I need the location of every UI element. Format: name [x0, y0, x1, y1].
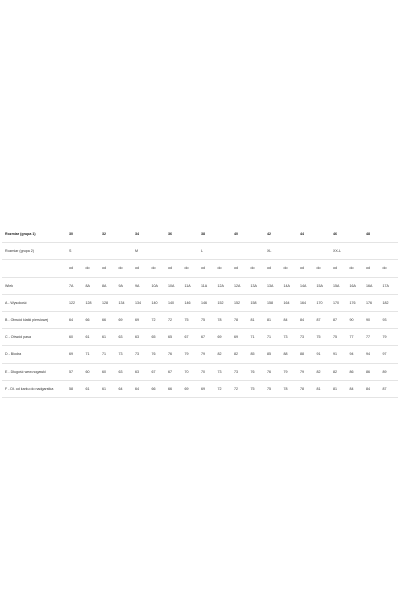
table-cell: do: [184, 260, 201, 277]
table-cell: 89: [382, 363, 399, 380]
table-cell: 72: [151, 311, 168, 328]
table-row: [2, 329, 398, 346]
table-cell: 75: [316, 329, 333, 346]
table-cell: 67: [151, 363, 168, 380]
table-cell: 71: [85, 346, 102, 363]
table-cell: 69: [134, 311, 151, 328]
table-cell: 75: [200, 311, 217, 328]
table-row: [2, 277, 398, 294]
table-cell: [349, 243, 366, 260]
table-cell: 69: [118, 311, 135, 328]
table-cell: 71: [250, 329, 267, 346]
table-cell: XL: [266, 243, 283, 260]
table-cell: 70: [200, 363, 217, 380]
table-cell: 67: [184, 329, 201, 346]
table-cell: [250, 243, 267, 260]
table-cell: 152: [233, 294, 250, 311]
table-cell: XX-L: [332, 243, 349, 260]
table-cell: 134: [134, 294, 151, 311]
row-label: Rozmiar (grupa 1): [2, 226, 68, 243]
table-cell: 122: [68, 294, 85, 311]
table-cell: 10A: [167, 277, 184, 294]
table-cell: 76: [266, 363, 283, 380]
table-cell: 61: [85, 380, 102, 397]
table-cell: 71: [266, 329, 283, 346]
table-cell: 79: [299, 363, 316, 380]
table-cell: 91: [332, 346, 349, 363]
table-cell: 85: [266, 346, 283, 363]
table-cell: 10A: [151, 277, 168, 294]
table-cell: od: [134, 260, 151, 277]
table-cell: 60: [101, 363, 118, 380]
table-cell: M: [134, 243, 151, 260]
table-cell: 78: [217, 311, 234, 328]
table-cell: od: [266, 260, 283, 277]
table-cell: 75: [332, 329, 349, 346]
table-cell: 16A: [349, 277, 366, 294]
table-cell: 72: [167, 311, 184, 328]
table-cell: [101, 243, 118, 260]
table-cell: 170: [316, 294, 333, 311]
table-cell: 78: [283, 380, 300, 397]
table-cell: 140: [151, 294, 168, 311]
table-cell: 176: [349, 294, 366, 311]
table-cell: od: [332, 260, 349, 277]
table-cell: [151, 243, 168, 260]
table-cell: 36: [167, 226, 184, 243]
table-cell: 61: [101, 329, 118, 346]
table-cell: 40: [233, 226, 250, 243]
table-cell: do: [250, 260, 267, 277]
table-cell: 81: [332, 380, 349, 397]
table-cell: [184, 226, 201, 243]
table-cell: 91: [316, 346, 333, 363]
row-label: A - Wysokość: [2, 294, 68, 311]
table-cell: 146: [200, 294, 217, 311]
table-cell: 73: [217, 363, 234, 380]
table-cell: [283, 226, 300, 243]
table-cell: od: [167, 260, 184, 277]
table-cell: 61: [85, 329, 102, 346]
table-cell: [167, 243, 184, 260]
row-label: C - Obwód pasa: [2, 329, 68, 346]
table-row: [2, 380, 398, 397]
table-cell: od: [299, 260, 316, 277]
table-cell: 30: [68, 226, 85, 243]
table-cell: 158: [266, 294, 283, 311]
table-cell: 69: [233, 329, 250, 346]
table-cell: 77: [365, 329, 382, 346]
table-cell: 164: [299, 294, 316, 311]
table-cell: 38: [200, 226, 217, 243]
table-cell: [250, 226, 267, 243]
table-cell: [151, 226, 168, 243]
table-cell: 60: [68, 329, 85, 346]
table-cell: 76: [167, 346, 184, 363]
table-cell: od: [365, 260, 382, 277]
table-cell: [283, 243, 300, 260]
table-cell: 66: [167, 380, 184, 397]
table-cell: 86: [365, 363, 382, 380]
table-cell: 9A: [134, 277, 151, 294]
table-cell: 60: [85, 363, 102, 380]
table-cell: [349, 226, 366, 243]
table-cell: [365, 243, 382, 260]
table-cell: 73: [283, 329, 300, 346]
table-row: [2, 243, 398, 260]
table-cell: 84: [349, 380, 366, 397]
table-cell: 94: [365, 346, 382, 363]
table-cell: [382, 243, 399, 260]
table-cell: 81: [266, 311, 283, 328]
size-chart-container: [0, 226, 400, 398]
table-cell: [233, 243, 250, 260]
table-cell: 14A: [299, 277, 316, 294]
table-cell: 61: [101, 380, 118, 397]
table-cell: 164: [283, 294, 300, 311]
table-cell: 67: [200, 329, 217, 346]
table-row: [2, 346, 398, 363]
table-cell: do: [316, 260, 333, 277]
table-cell: 76: [151, 346, 168, 363]
table-cell: 90: [349, 311, 366, 328]
table-cell: 73: [134, 346, 151, 363]
table-cell: 77: [349, 329, 366, 346]
row-label: [2, 260, 68, 277]
row-label: F - Dł. od karku do nadgarstka: [2, 380, 68, 397]
table-cell: 48: [365, 226, 382, 243]
table-cell: 75: [184, 311, 201, 328]
table-cell: 44: [299, 226, 316, 243]
table-row: [2, 311, 398, 328]
table-cell: 73: [118, 346, 135, 363]
table-cell: 82: [332, 363, 349, 380]
table-cell: 63: [134, 329, 151, 346]
table-cell: 87: [382, 380, 399, 397]
table-cell: 15A: [316, 277, 333, 294]
table-cell: L: [200, 243, 217, 260]
table-cell: 34: [134, 226, 151, 243]
table-cell: 158: [250, 294, 267, 311]
table-cell: do: [349, 260, 366, 277]
table-cell: 182: [382, 294, 399, 311]
table-cell: S: [68, 243, 85, 260]
table-cell: 88: [299, 346, 316, 363]
table-cell: 71: [101, 346, 118, 363]
table-cell: 152: [217, 294, 234, 311]
table-cell: 79: [382, 329, 399, 346]
table-cell: 66: [151, 380, 168, 397]
row-label: Wiek: [2, 277, 68, 294]
table-cell: 46: [332, 226, 349, 243]
table-cell: 67: [167, 363, 184, 380]
table-cell: 97: [382, 346, 399, 363]
table-cell: od: [68, 260, 85, 277]
table-cell: 69: [184, 380, 201, 397]
table-cell: 12A: [233, 277, 250, 294]
table-cell: 94: [349, 346, 366, 363]
table-cell: do: [118, 260, 135, 277]
table-row: [2, 294, 398, 311]
table-cell: do: [151, 260, 168, 277]
table-cell: 72: [217, 380, 234, 397]
table-cell: 128: [85, 294, 102, 311]
table-cell: 65: [167, 329, 184, 346]
table-cell: od: [101, 260, 118, 277]
table-cell: 82: [217, 346, 234, 363]
size-table: [2, 226, 398, 398]
row-label: E - Długość wew.nogawki: [2, 363, 68, 380]
table-cell: [316, 243, 333, 260]
table-cell: 78: [299, 380, 316, 397]
table-cell: 58: [68, 380, 85, 397]
table-cell: do: [382, 260, 399, 277]
table-cell: 84: [299, 311, 316, 328]
table-cell: [299, 243, 316, 260]
table-cell: 69: [68, 346, 85, 363]
table-cell: [85, 226, 102, 243]
table-cell: 8A: [101, 277, 118, 294]
table-cell: 82: [233, 346, 250, 363]
table-cell: 72: [233, 380, 250, 397]
table-cell: 79: [283, 363, 300, 380]
table-cell: 63: [134, 363, 151, 380]
table-cell: 66: [85, 311, 102, 328]
table-cell: 146: [184, 294, 201, 311]
table-cell: 140: [167, 294, 184, 311]
table-cell: do: [283, 260, 300, 277]
table-cell: 85: [250, 346, 267, 363]
table-cell: [316, 226, 333, 243]
table-cell: [118, 226, 135, 243]
table-cell: 86: [349, 363, 366, 380]
table-cell: 7A: [68, 277, 85, 294]
table-cell: 63: [118, 363, 135, 380]
table-cell: 81: [316, 380, 333, 397]
table-cell: 84: [283, 311, 300, 328]
table-cell: 69: [217, 329, 234, 346]
table-cell: 57: [68, 363, 85, 380]
table-cell: 15A: [332, 277, 349, 294]
table-cell: 81: [250, 311, 267, 328]
table-cell: 64: [134, 380, 151, 397]
table-cell: 11A: [184, 277, 201, 294]
table-cell: 93: [382, 311, 399, 328]
table-cell: [382, 226, 399, 243]
table-cell: 64: [118, 380, 135, 397]
table-cell: 8A: [85, 277, 102, 294]
table-cell: 42: [266, 226, 283, 243]
size-table-body: [2, 226, 398, 397]
table-cell: 64: [68, 311, 85, 328]
table-cell: 73: [299, 329, 316, 346]
table-cell: 79: [184, 346, 201, 363]
table-cell: 13A: [250, 277, 267, 294]
table-cell: od: [233, 260, 250, 277]
table-cell: 70: [184, 363, 201, 380]
table-cell: [217, 226, 234, 243]
table-cell: 84: [365, 380, 382, 397]
table-cell: do: [85, 260, 102, 277]
table-cell: [85, 243, 102, 260]
table-cell: 11A: [200, 277, 217, 294]
table-cell: [118, 243, 135, 260]
table-cell: 128: [101, 294, 118, 311]
table-cell: 176: [365, 294, 382, 311]
row-label: B - Obwód klatki piersiowej: [2, 311, 68, 328]
table-cell: 69: [200, 380, 217, 397]
table-cell: 82: [316, 363, 333, 380]
table-cell: 79: [200, 346, 217, 363]
table-cell: od: [200, 260, 217, 277]
table-row: [2, 226, 398, 243]
table-cell: [184, 243, 201, 260]
table-row: [2, 363, 398, 380]
table-cell: [217, 243, 234, 260]
table-cell: 73: [233, 363, 250, 380]
row-label: Rozmiar (grupa 2): [2, 243, 68, 260]
table-cell: 78: [233, 311, 250, 328]
table-cell: 87: [332, 311, 349, 328]
table-cell: do: [217, 260, 234, 277]
table-cell: 90: [365, 311, 382, 328]
table-cell: 87: [316, 311, 333, 328]
table-cell: 65: [151, 329, 168, 346]
table-cell: 32: [101, 226, 118, 243]
table-cell: 75: [250, 380, 267, 397]
table-cell: 12A: [217, 277, 234, 294]
table-cell: 13A: [266, 277, 283, 294]
table-cell: 17A: [382, 277, 399, 294]
table-cell: 170: [332, 294, 349, 311]
table-cell: 66: [101, 311, 118, 328]
table-cell: 75: [266, 380, 283, 397]
table-row: [2, 260, 398, 277]
table-cell: 14A: [283, 277, 300, 294]
table-cell: 16A: [365, 277, 382, 294]
table-cell: 88: [283, 346, 300, 363]
table-cell: 63: [118, 329, 135, 346]
row-label: D - Biodra: [2, 346, 68, 363]
table-cell: 76: [250, 363, 267, 380]
table-cell: 134: [118, 294, 135, 311]
table-cell: 9A: [118, 277, 135, 294]
